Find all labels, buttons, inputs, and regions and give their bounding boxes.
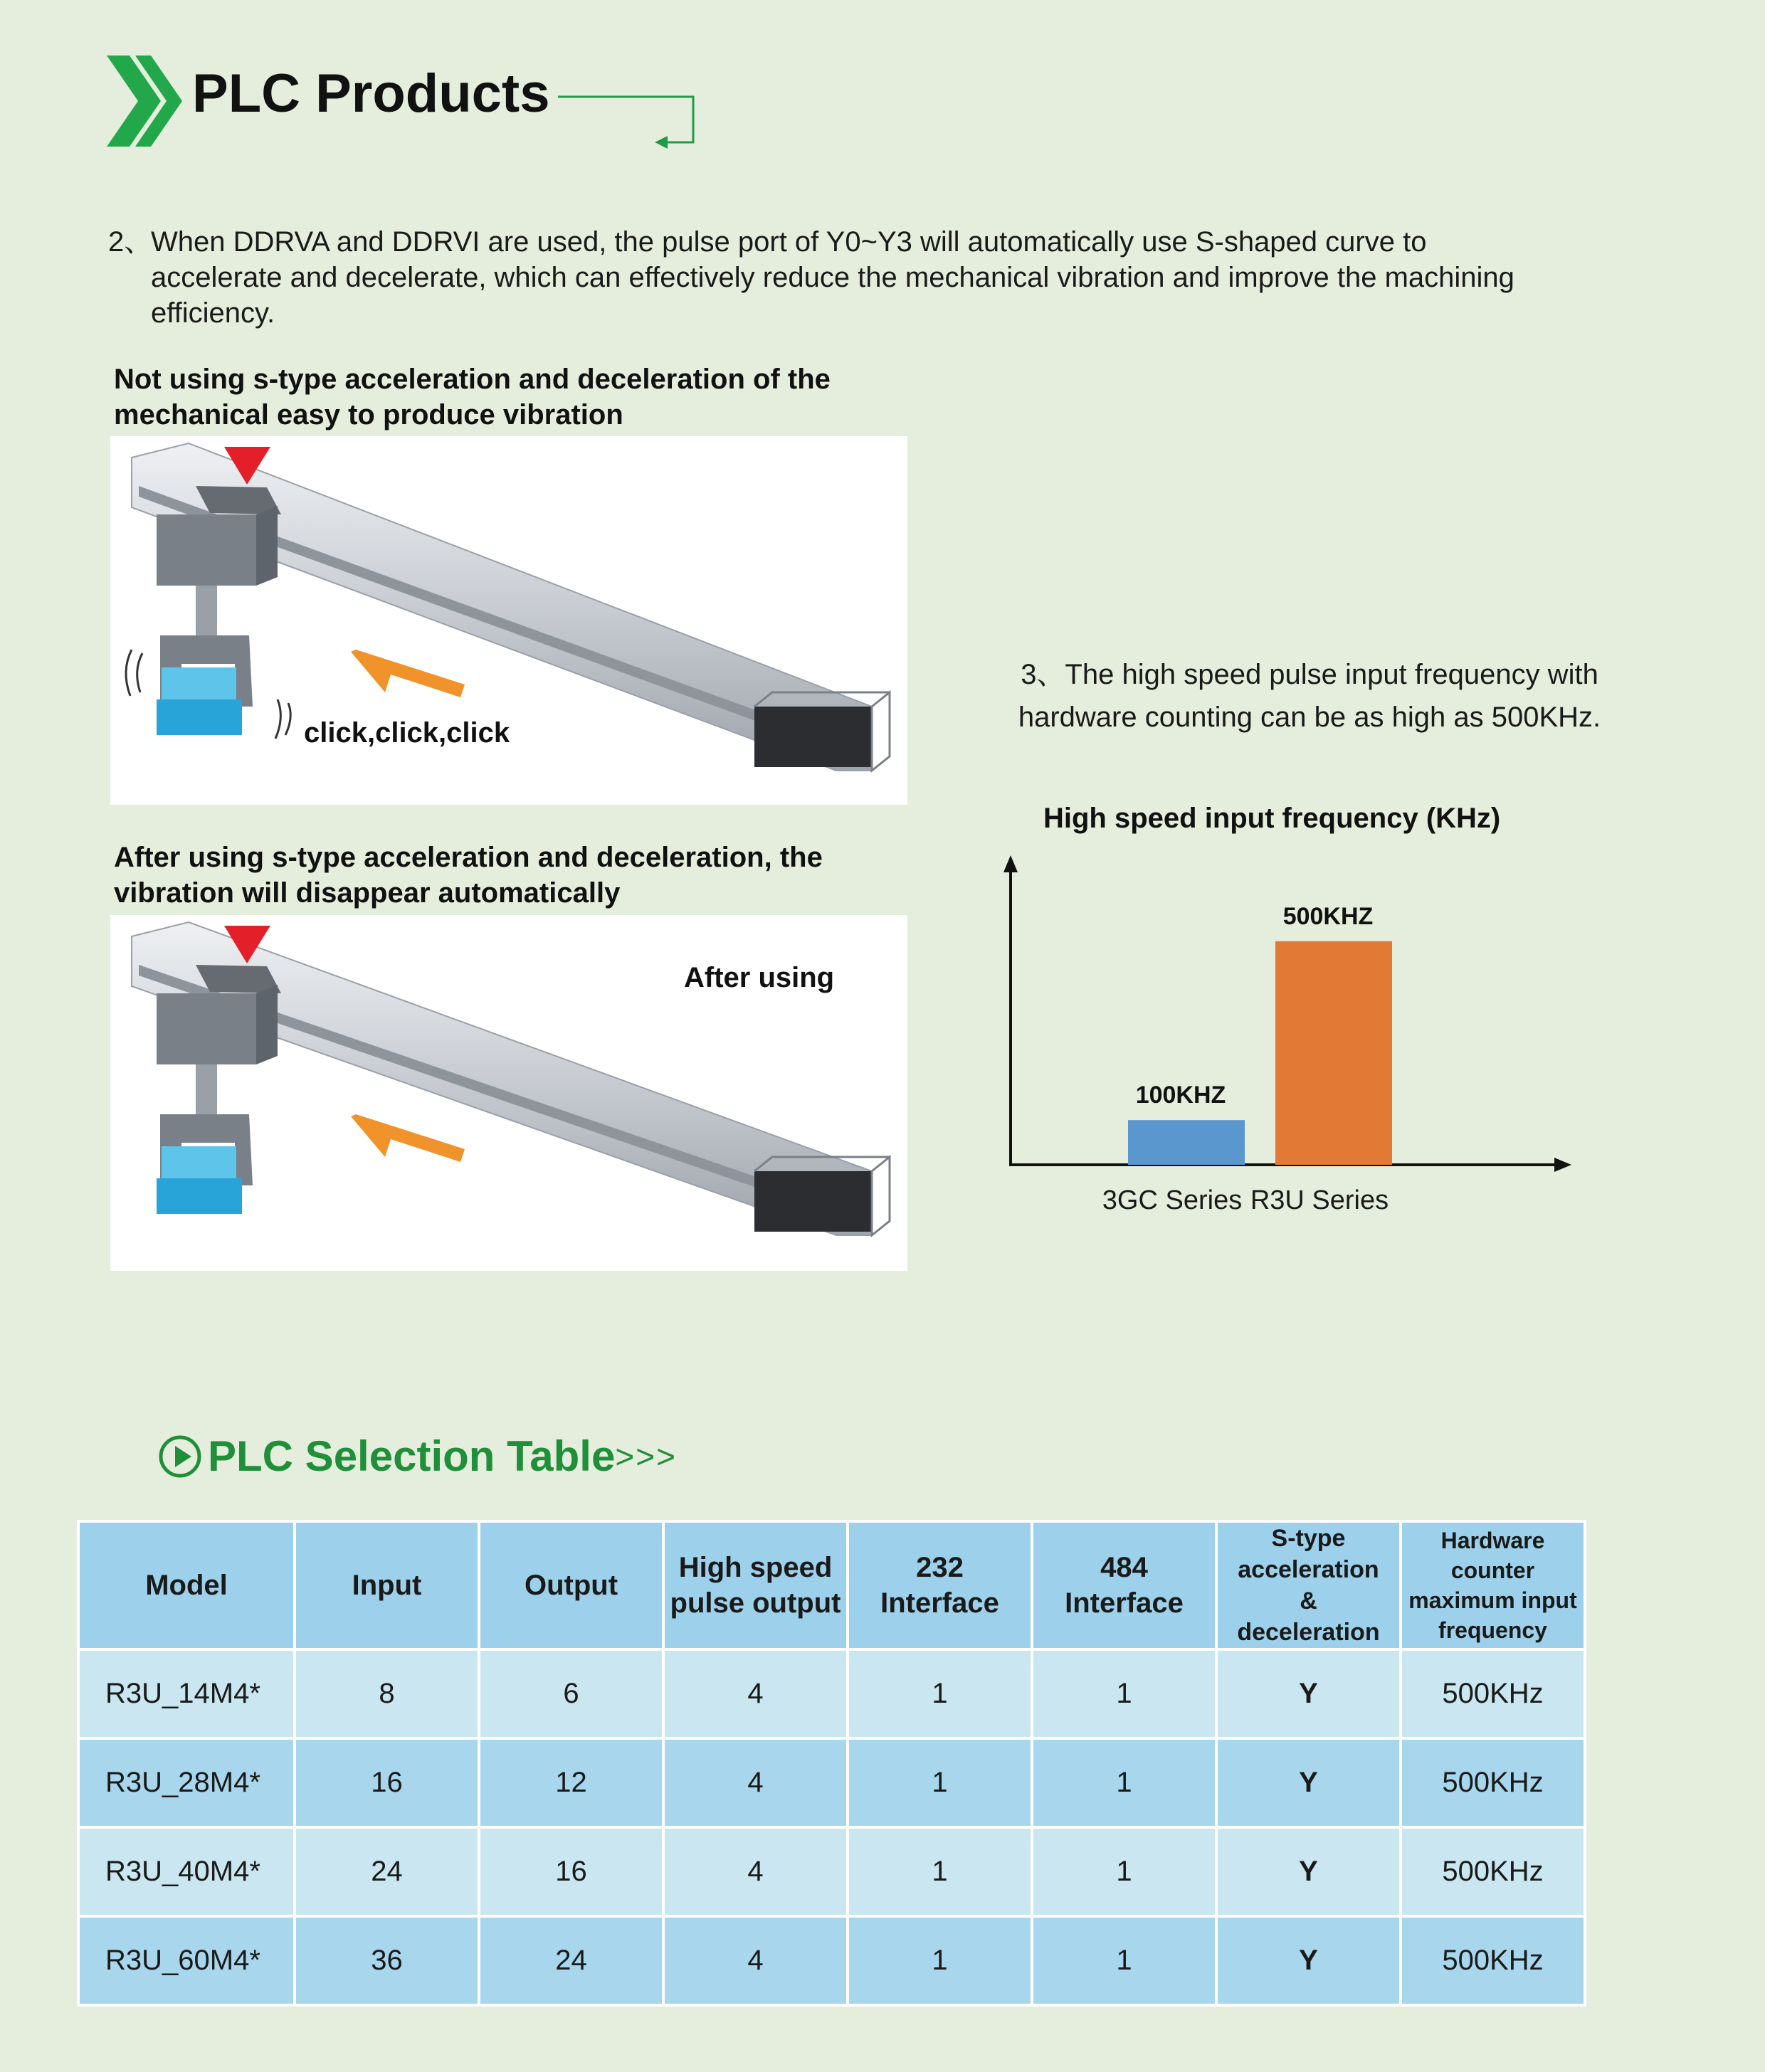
table-row — [78, 1738, 1585, 1827]
cell-484: 1 — [1032, 1738, 1216, 1827]
cell-model: R3U_28M4* — [78, 1738, 295, 1827]
x-axis-arrow-icon — [1554, 1158, 1571, 1172]
intro-text: When DDRVA and DDRVI are used, the pulse port of Y0~Y3 will automatically use S-shaped curve to accelerate and decelerate, which can effectively reduce the mechanical vibration and improve the machining efficiency. — [151, 226, 1514, 329]
cell-232: 1 — [848, 1916, 1032, 2005]
header-232-line1: 232 — [916, 1552, 964, 1583]
header-s-line4: deceleration — [1237, 1619, 1380, 1646]
title-arrows-icon: >>> — [615, 1438, 677, 1475]
double-chevron-icon — [107, 56, 185, 147]
selection-title-text: PLC Selection Table — [208, 1432, 616, 1480]
category-label-r3u: R3U Series — [1250, 1185, 1389, 1215]
cell-input: 16 — [295, 1738, 479, 1827]
after-using-label: After using — [684, 962, 835, 993]
header-input: Input — [295, 1521, 479, 1649]
header-high-speed — [663, 1521, 848, 1649]
header-model: Model — [78, 1521, 295, 1649]
data-label-r3u: 500KHZ — [1282, 902, 1374, 930]
cell-stype: Y — [1216, 1738, 1401, 1827]
frequency-note-line2: hardware counting can be as high as 500KHz. — [1018, 702, 1601, 733]
play-circle-icon — [158, 1434, 202, 1479]
header-hs-line2: pulse output — [670, 1587, 841, 1619]
cell-output: 12 — [479, 1738, 663, 1827]
cell-freq: 500KHz — [1401, 1916, 1585, 2005]
data-label-3gc: 100KHZ — [1135, 1082, 1226, 1109]
cell-484: 1 — [1032, 1916, 1216, 2005]
header-hs-line1: High speed — [678, 1552, 833, 1583]
table-row — [78, 1649, 1585, 1738]
cell-input: 8 — [295, 1649, 479, 1738]
category-label-3gc: 3GC Series — [1102, 1185, 1243, 1215]
cell-stype: Y — [1216, 1916, 1401, 2005]
header-output: Output — [479, 1521, 663, 1649]
cell-stype: Y — [1216, 1827, 1401, 1916]
cell-232: 1 — [848, 1827, 1032, 1916]
cell-output: 6 — [479, 1649, 663, 1738]
header-232-line2: Interface — [880, 1587, 999, 1619]
header-484 — [1032, 1521, 1216, 1649]
y-axis-arrow-icon — [1003, 855, 1018, 872]
frequency-note — [989, 653, 1630, 739]
header-hw-line1: Hardware — [1440, 1528, 1545, 1553]
header-hw-counter — [1401, 1521, 1585, 1649]
plc-selection-table — [77, 1520, 1586, 2007]
selection-table-title — [208, 1432, 677, 1481]
table-row — [78, 1916, 1585, 2005]
header-s-line3: & — [1300, 1587, 1317, 1614]
frequency-note-line1: 3、The high speed pulse input frequency with — [1021, 659, 1598, 690]
cell-hs: 4 — [663, 1916, 848, 2005]
cell-stype: Y — [1216, 1649, 1401, 1738]
cell-484: 1 — [1032, 1649, 1216, 1738]
cell-freq: 500KHz — [1401, 1649, 1585, 1738]
header-s-line2: acceleration — [1238, 1556, 1379, 1583]
cell-model: R3U_14M4* — [78, 1649, 295, 1738]
cell-232: 1 — [848, 1649, 1032, 1738]
intro-number: 2、 — [108, 226, 153, 258]
bar-r3u-series — [1275, 941, 1392, 1165]
page-title: PLC Products — [192, 63, 550, 124]
vibration-label: click,click,click — [304, 717, 510, 749]
header-484-line1: 484 — [1100, 1552, 1148, 1583]
linear-actuator-illustration — [110, 436, 907, 805]
before-illustration — [110, 436, 907, 805]
cell-hs: 4 — [663, 1827, 848, 1916]
before-caption: Not using s-type acceleration and deceleration of the mechanical easy to produce vibration — [114, 364, 831, 430]
cell-model: R3U_60M4* — [78, 1916, 295, 2005]
cell-hs: 4 — [663, 1649, 848, 1738]
header-hw-line3: maximum input — [1408, 1587, 1577, 1613]
header-484-line2: Interface — [1065, 1587, 1184, 1619]
table-header-row — [78, 1521, 1585, 1649]
header-232 — [848, 1521, 1032, 1649]
cell-input: 36 — [295, 1916, 479, 2005]
header-hw-line2: counter — [1450, 1558, 1535, 1583]
header-connector-arrow — [555, 91, 697, 149]
cell-freq: 500KHz — [1401, 1827, 1585, 1916]
after-illustration — [110, 915, 907, 1271]
cell-output: 16 — [479, 1827, 663, 1916]
intro-paragraph — [108, 224, 1532, 331]
table-row — [78, 1827, 1585, 1916]
header-s-type — [1216, 1521, 1401, 1649]
header-s-line1: S-type — [1271, 1525, 1346, 1552]
bar-3gc-series — [1128, 1120, 1245, 1165]
cell-484: 1 — [1032, 1827, 1216, 1916]
header-hw-line4: frequency — [1438, 1617, 1547, 1643]
chart-title: High speed input frequency (KHz) — [1043, 803, 1501, 834]
cell-model: R3U_40M4* — [78, 1827, 295, 1916]
after-caption: After using s-type acceleration and deceleration, the vibration will disappear automatically — [114, 842, 823, 909]
cell-232: 1 — [848, 1738, 1032, 1827]
frequency-bar-chart — [989, 854, 1587, 1224]
cell-freq: 500KHz — [1401, 1738, 1585, 1827]
cell-input: 24 — [295, 1827, 479, 1916]
cell-output: 24 — [479, 1916, 663, 2005]
cell-hs: 4 — [663, 1738, 848, 1827]
